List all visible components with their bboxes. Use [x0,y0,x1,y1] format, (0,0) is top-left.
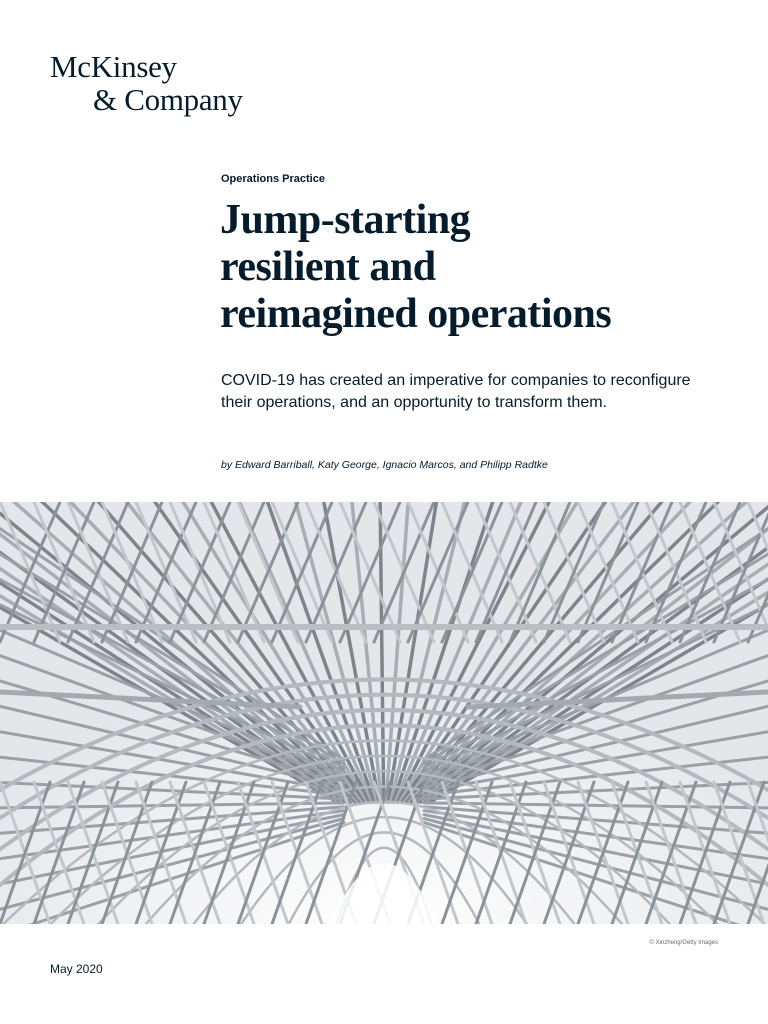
logo-line-1: McKinsey [50,49,177,84]
publication-date: May 2020 [50,962,103,976]
subtitle-line-2: their operations, and an opportunity to transform them. [221,394,607,411]
title-line-3: reimagined operations [220,291,612,337]
page-title [220,197,740,338]
authors-byline: by Edward Barriball, Katy George, Ignacio Marcos, and Philipp Radtke [221,459,548,471]
subtitle-line-1: COVID-19 has created an imperative for companies to reconfigure [221,372,691,389]
subtitle [221,370,701,414]
mckinsey-logo [50,50,243,116]
title-line-2: resilient and [220,244,436,290]
logo-line-2: & Company [93,82,243,117]
photo-credit: © Xinzheng/Getty Images [649,940,718,946]
practice-label: Operations Practice [221,173,325,185]
title-line-1: Jump-starting [220,197,471,243]
steel-lattice-arch-image [0,502,768,924]
